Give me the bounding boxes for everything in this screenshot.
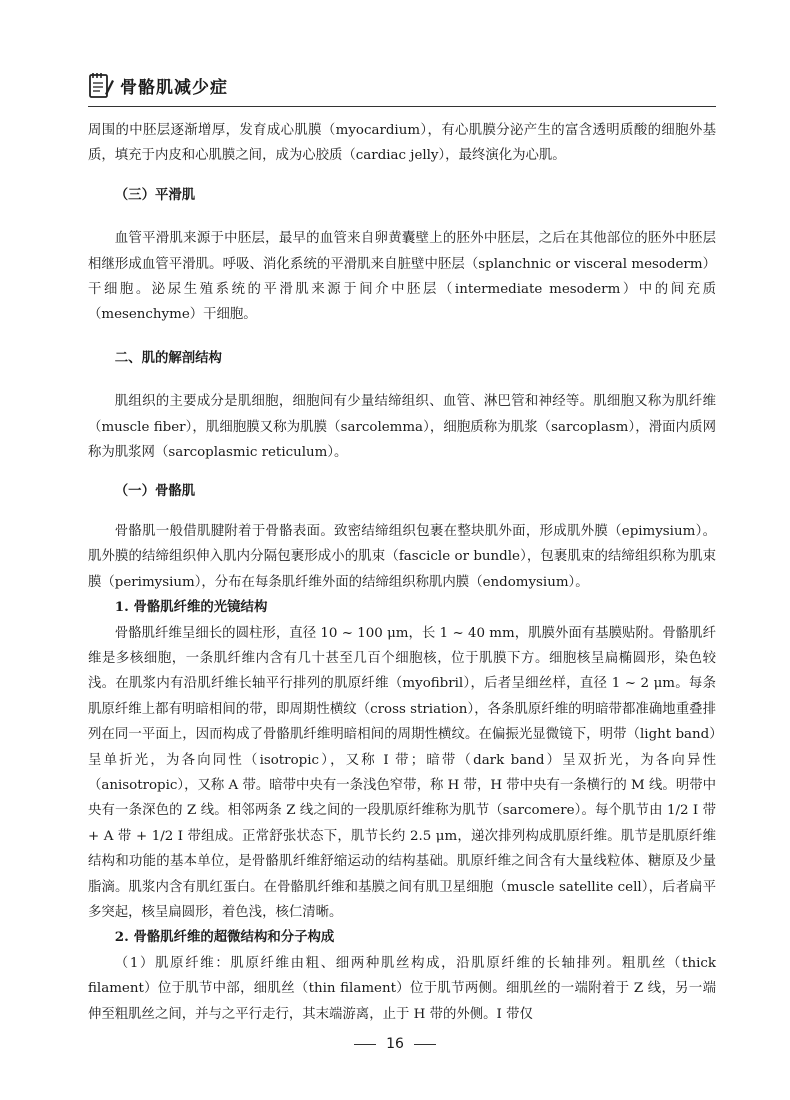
running-header (88, 68, 716, 102)
page-body (88, 118, 716, 1027)
page-number-footer (0, 1036, 790, 1052)
header-divider (88, 106, 716, 107)
heading-skeletal-muscle: （一）骨骼肌 (114, 483, 196, 500)
heading-light-microscopy: 1. 骨骼肌纤维的光镜结构 (114, 599, 268, 616)
paragraph-anatomy: 肌组织的主要成分是肌细胞，细胞间有少量结缔组织、血管、淋巴管和神经等。肌细胞又称为肌纤维（muscle fiber），肌细胞膜又称为肌膜（sarcolemma），细胞质称为肌浆（sarcoplasm），滑面内质网称为肌浆网（sarcoplasmic reticulum）。 (88, 394, 716, 461)
heading-ultrastructure: 2. 骨骼肌纤维的超微结构和分子构成 (114, 929, 335, 946)
book-title: 骨骼肌减少症 (120, 78, 228, 98)
left-dash (354, 1044, 376, 1045)
page-number: 16 (386, 1036, 404, 1052)
notebook-pencil-icon (88, 70, 114, 100)
right-dash (414, 1044, 436, 1045)
paragraph-smooth-muscle: 血管平滑肌来源于中胚层，最早的血管来自卵黄囊壁上的胚外中胚层，之后在其他部位的胚外中胚层相继形成血管平滑肌。呼吸、消化系统的平滑肌来自脏壁中胚层（splanchnic or visceral mesoderm）干细胞。泌尿生殖系统的平滑肌来源于间介中胚层（intermediate mesoderm）中的间充质（mesenchyme）干细胞。 (88, 231, 716, 323)
heading-smooth-muscle: （三）平滑肌 (114, 186, 196, 203)
paragraph-intro: 周围的中胚层逐渐增厚，发育成心肌膜（myocardium），有心肌膜分泌产生的富含透明质酸的细胞外基质，填充于内皮和心肌膜之间，成为心胶质（cardiac jelly），最终演化为心肌。 (88, 123, 716, 164)
paragraph-myofibril: （1）肌原纤维：肌原纤维由粗、细两种肌丝构成，沿肌原纤维的长轴排列。粗肌丝（thick filament）位于肌节中部，细肌丝（thin filament）位于肌节两侧。细肌丝的一端附着于 Z 线，另一端伸至粗肌丝之间，并与之平行走行，其末端游离，止于 H 带的外侧。I 带仅 (88, 955, 716, 1022)
heading-anatomy: 二、肌的解剖结构 (114, 350, 222, 366)
paragraph-light-microscopy: 骨骼肌纤维呈细长的圆柱形，直径 10 ~ 100 μm，长 1 ~ 40 mm，肌膜外面有基膜贴附。骨骼肌纤维是多核细胞，一条肌纤维内含有几十甚至几百个细胞核，位于肌膜下方。细胞核呈扁椭圆形，染色较浅。在肌浆内有沿肌纤维长轴平行排列的肌原纤维（myofibril），后者呈细丝样，直径 1 ~ 2 μm。每条肌原纤维上都有明暗相间的带，即周期性横纹（cross striation），各条肌原纤维的明暗带都准确地重叠排列在同一平面上，因而构成了骨骼肌纤维明暗相间的周期性横纹。在偏振光显微镜下，明带（light band）呈单折光，为各向同性（isotropic），又称 I 带；暗带（dark band）呈双折光，为各向异性（anisotropic），又称 A 带。暗带中央有一条浅色窄带，称 H 带，H 带中央有一条横行的 M 线。明带中央有一条深色的 Z 线。相邻两条 Z 线之间的一段肌原纤维称为肌节（sarcomere）。每个肌节由 1/2 I 带 + A 带 + 1/2 I 带组成。正常舒张状态下，肌节长约 2.5 μm，递次排列构成肌原纤维。肌节是肌原纤维结构和功能的基本单位，是骨骼肌纤维舒缩运动的结构基础。肌原纤维之间含有大量线粒体、糖原及少量脂滴。肌浆内含有肌红蛋白。在骨骼肌纤维和基膜之间有肌卫星细胞（muscle satellite cell），后者扁平多突起，核呈扁圆形，着色浅，核仁清晰。 (88, 625, 716, 920)
paragraph-skeletal-muscle: 骨骼肌一般借肌腱附着于骨骼表面。致密结缔组织包裹在整块肌外面，形成肌外膜（epimysium）。肌外膜的结缔组织伸入肌内分隔包裹形成小的肌束（fascicle or bundle），包裹肌束的结缔组织称为肌束膜（perimysium），分布在每条肌纤维外面的结缔组织称肌内膜（endomysium）。 (88, 523, 716, 590)
